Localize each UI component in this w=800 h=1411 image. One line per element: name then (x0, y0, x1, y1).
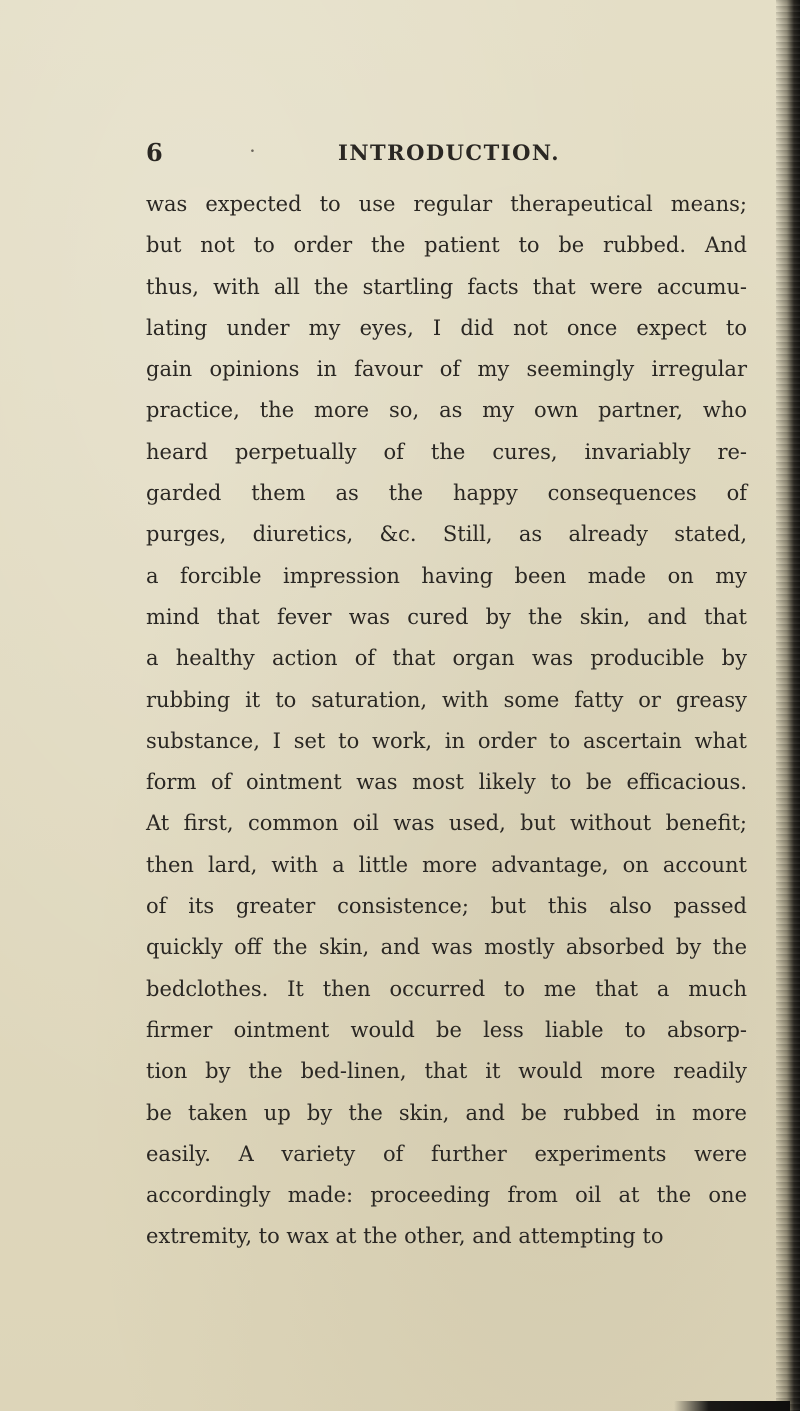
text-line: easily. A variety of further experiments were (146, 1141, 747, 1166)
text-line: gain opinions in favour of my seemingly irregular (146, 357, 747, 382)
text-line: quickly off the skin, and was mostly absorbed by the (146, 935, 747, 960)
text-line: heard perpetually of the cures, invariably re- (146, 439, 747, 464)
text-line: a healthy action of that organ was producible by (146, 646, 747, 671)
text-line: a forcible impression having been made on my (146, 563, 747, 588)
text-line: substance, I set to work, in order to ascertain what (146, 728, 747, 753)
text-line: extremity, to wax at the other, and attempting to (146, 1224, 664, 1249)
text-line: rubbing it to saturation, with some fatty or greasy (146, 687, 747, 712)
text-line: firmer ointment would be less liable to absorp- (146, 1017, 747, 1042)
text-line: purges, diuretics, &c. Still, as already stated, (146, 522, 747, 547)
text-line: thus, with all the startling facts that were accumu- (146, 274, 747, 299)
text-line: mind that fever was cured by the skin, and that (146, 604, 747, 629)
text-line: accordingly made: proceeding from oil at the one (146, 1183, 747, 1208)
body-text (146, 184, 747, 1258)
running-head (146, 128, 561, 168)
text-line: but not to order the patient to be rubbed. And (146, 233, 747, 258)
text-line: practice, the more so, as my own partner, who (146, 398, 747, 423)
header-separator: . (250, 140, 257, 156)
page-edge-shadow (776, 0, 800, 1411)
text-line: form of ointment was most likely to be efficacious. (146, 770, 747, 795)
text-line: lating under my eyes, I did not once expect to (146, 315, 747, 340)
text-line: tion by the bed-linen, that it would more readily (146, 1059, 747, 1084)
page-number: 6 (146, 138, 165, 167)
text-line: was expected to use regular therapeutical means; (146, 192, 747, 216)
text-line: of its greater consistence; but this also passed (146, 894, 747, 919)
page-corner-shadow (674, 1401, 790, 1411)
text-line: be taken up by the skin, and be rubbed in more (146, 1100, 747, 1125)
text-line: bedclothes. It then occurred to me that a much (146, 976, 747, 1001)
text-line: garded them as the happy consequences of (146, 481, 747, 506)
text-line: At first, common oil was used, but without benefit; (146, 811, 747, 836)
text-line: then lard, with a little more advantage, on account (146, 852, 747, 877)
chapter-title: INTRODUCTION. (338, 140, 561, 165)
